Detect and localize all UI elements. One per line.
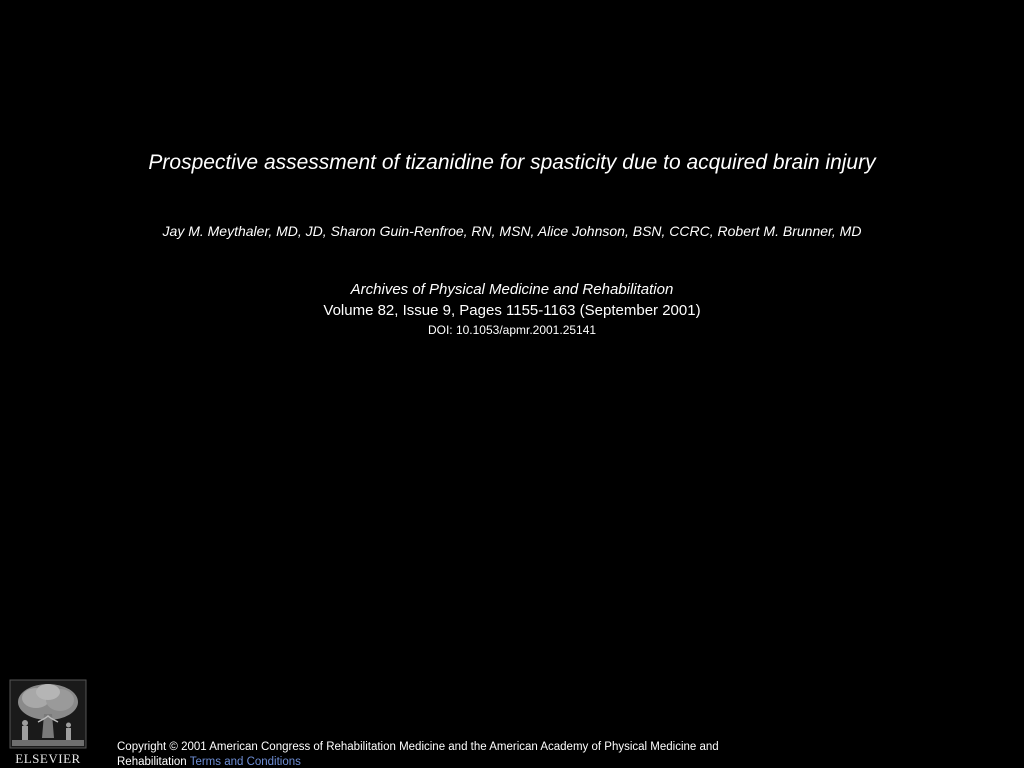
article-authors: Jay M. Meythaler, MD, JD, Sharon Guin-Renfroe, RN, MSN, Alice Johnson, BSN, CCRC, Robert M. Brunner, MD	[162, 223, 862, 239]
copyright-text: Copyright © 2001 American Congress of Rehabilitation Medicine and the American Academy of Physical Medicine and Rehabilitation	[117, 741, 719, 768]
terms-and-conditions-link[interactable]: Terms and Conditions	[189, 756, 301, 768]
elsevier-wordmark: ELSEVIER	[15, 751, 81, 766]
doi: DOI: 10.1053/apmr.2001.25141	[427, 323, 597, 337]
elsevier-tree-icon	[8, 678, 88, 750]
copyright-notice	[117, 740, 737, 768]
journal-name: Archives of Physical Medicine and Rehabilitation	[350, 281, 674, 298]
article-title: Prospective assessment of tizanidine for spasticity due to acquired brain injury	[148, 151, 876, 174]
volume-info: Volume 82, Issue 9, Pages 1155-1163 (September 2001)	[323, 302, 701, 319]
elsevier-logo	[8, 678, 88, 766]
